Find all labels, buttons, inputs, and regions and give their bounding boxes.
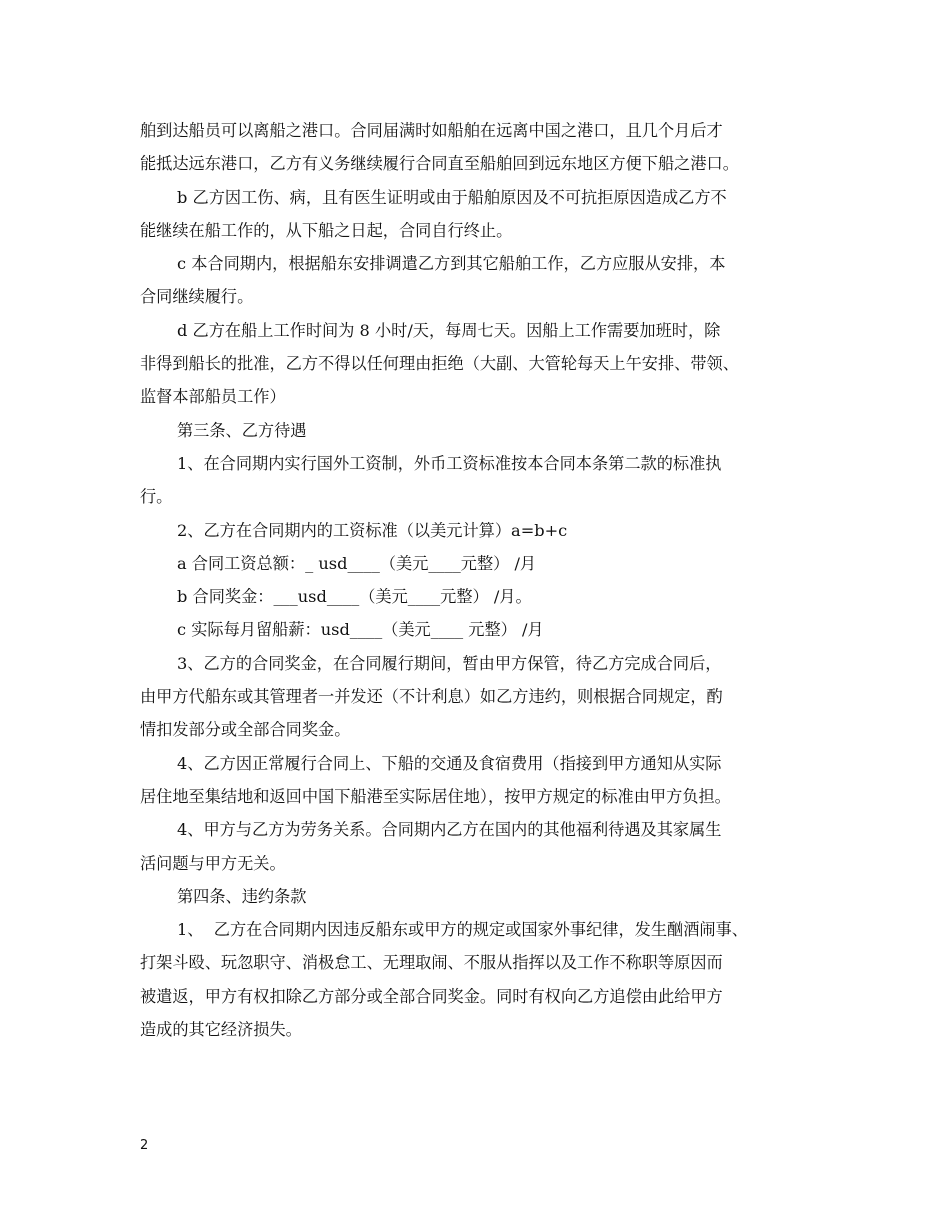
text-line: 居住地至集结地和返回中国下船港至实际居住地），按甲方规定的标准由甲方负担。 (140, 786, 731, 806)
text-line: 1、 乙方在合同期内因违反船东或甲方的规定或国家外事纪律，发生酗酒闹事、 (177, 920, 748, 940)
text-line: 能继续在船工作的，从下船之日起，合同自行终止。 (140, 220, 513, 240)
text-line: 打架斗殴、玩忽职守、消极怠工、无理取闹、不服从指挥以及工作不称职等原因而 (140, 953, 723, 973)
text-line: 非得到船长的批准，乙方不得以任何理由拒绝（大副、大管轮每天上午安排、带领、 (140, 354, 739, 374)
text-line: 监督本部船员工作） (140, 387, 286, 407)
text-line: 1、在合同期内实行国外工资制，外币工资标准按本合同本条第二款的标准执 (177, 453, 722, 473)
text-line: b 合同奖金：___usd____（美元____元整） /月。 (177, 587, 532, 607)
text-line: a 合同工资总额：_ usd____（美元____元整） /月 (177, 553, 537, 573)
text-line: 合同继续履行。 (140, 287, 254, 307)
text-line: 舶到达船员可以离船之港口。合同届满时如船舶在远离中国之港口，且几个月后才 (140, 121, 723, 140)
text-line: 造成的其它经济损失。 (140, 1020, 302, 1040)
text-line: c 实际每月留船薪：usd____（美元____ 元整） /月 (177, 620, 544, 640)
text-line: c 本合同期内，根据船东安排调遣乙方到其它船舶工作，乙方应服从安排，本 (177, 254, 726, 274)
text-line: 3、乙方的合同奖金，在合同履行期间，暂由甲方保管，待乙方完成合同后， (177, 653, 722, 673)
text-line: 情扣发部分或全部合同奖金。 (140, 720, 351, 740)
text-line: 2、乙方在合同期内的工资标准（以美元计算）a=b+c (177, 520, 568, 540)
text-line: 由甲方代船东或其管理者一并发还（不计利息）如乙方违约，则根据合同规定，酌 (140, 687, 723, 707)
text-line: 4、乙方因正常履行合同上、下船的交通及食宿费用（指接到甲方通知从实际 (177, 753, 722, 773)
text-line: b 乙方因工伤、病，且有医生证明或由于船舶原因及不可抗拒原因造成乙方不 (177, 187, 727, 207)
text-line: d 乙方在船上工作时间为 8 小时/天，每周七天。因船上工作需要加班时，除 (177, 320, 721, 340)
text-line: 能抵达远东港口，乙方有义务继续履行合同直至船舶回到远东地区方便下船之港口。 (140, 154, 739, 174)
text-line: 行。 (140, 487, 173, 507)
text-line: 被遣返，甲方有权扣除乙方部分或全部合同奖金。同时有权向乙方追偿由此给甲方 (140, 986, 723, 1006)
section-heading: 第三条、乙方待遇 (177, 420, 307, 440)
page-number: 2 (140, 1138, 149, 1153)
section-heading: 第四条、违约条款 (177, 886, 307, 906)
text-line: 4、甲方与乙方为劳务关系。合同期内乙方在国内的其他福利待遇及其家属生 (177, 820, 722, 840)
document-body (140, 114, 820, 1046)
text-line: 活问题与甲方无关。 (140, 853, 286, 873)
